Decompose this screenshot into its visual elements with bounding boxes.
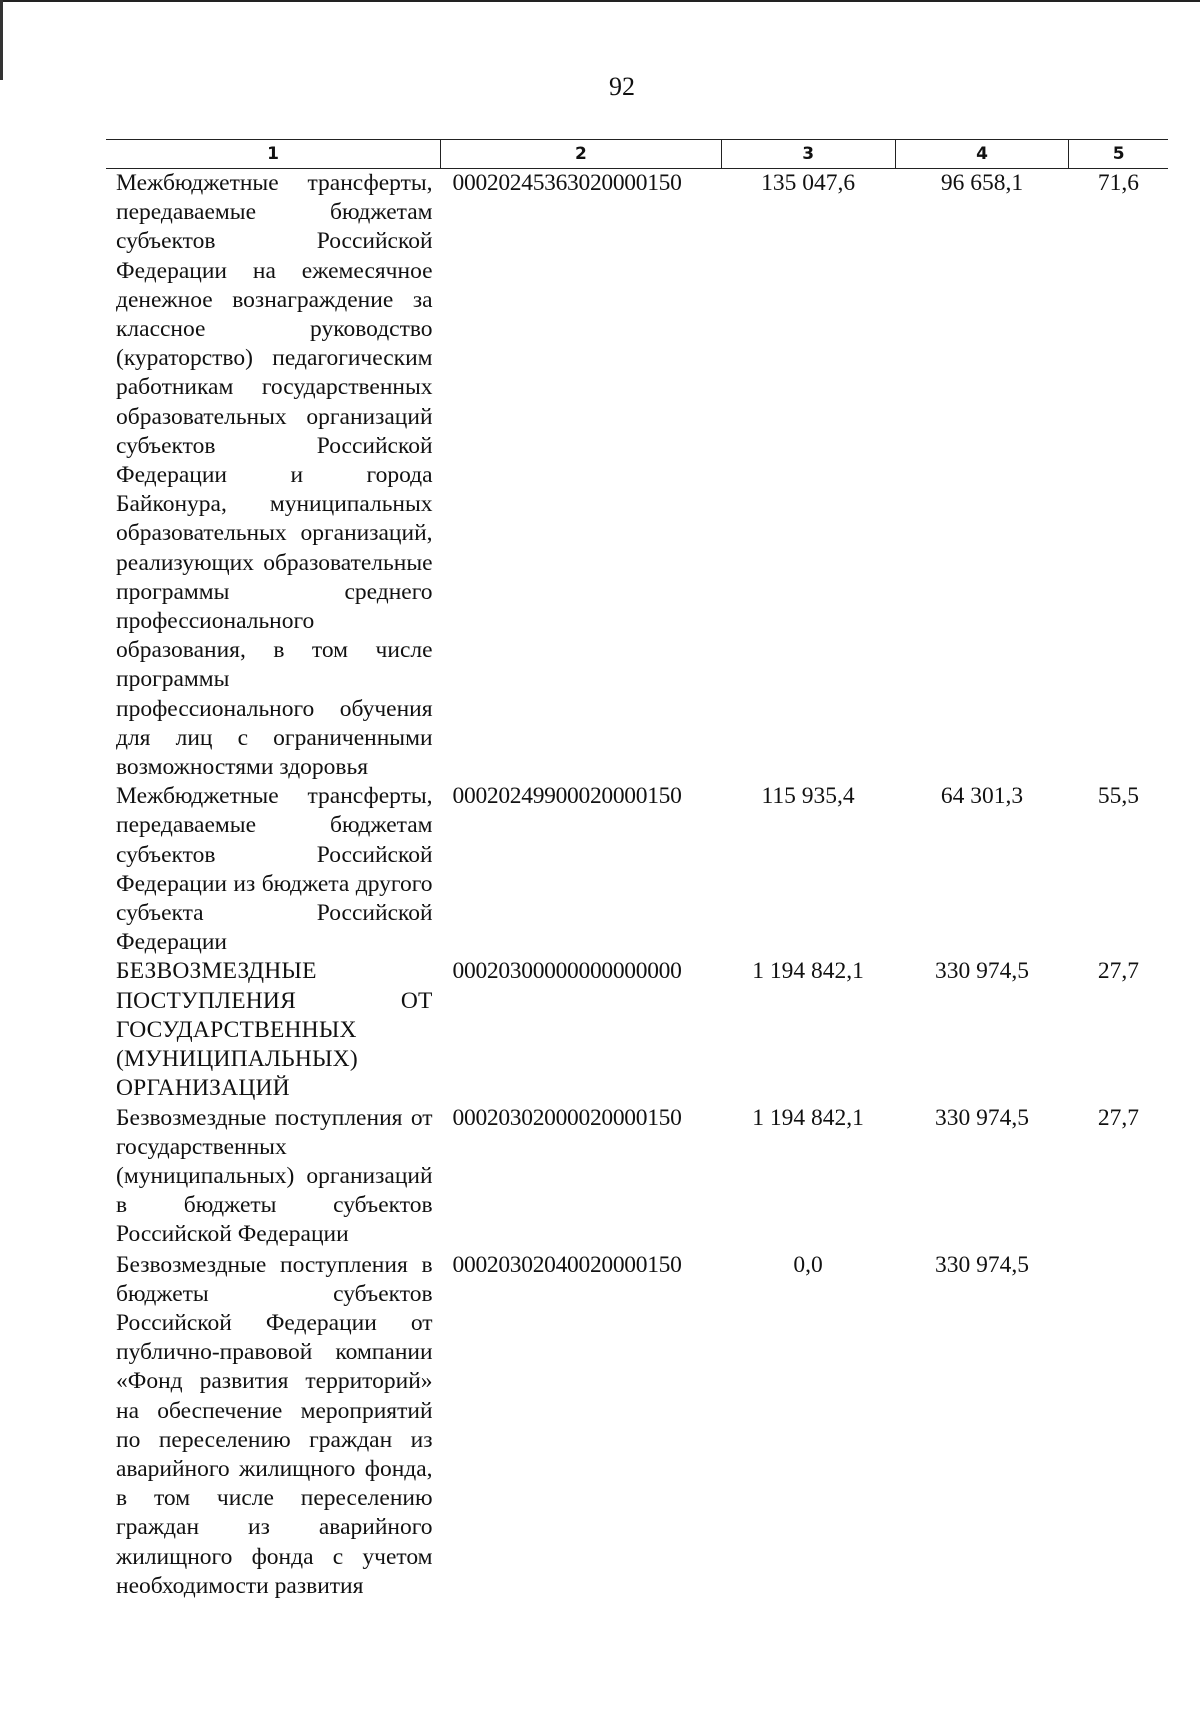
row-name: БЕЗВОЗМЕЗДНЫЕ ПОСТУПЛЕНИЯ ОТ ГОСУДАРСТВЕННЫХ (МУНИЦИПАЛЬНЫХ) ОРГАНИЗАЦИЙ — [116, 958, 433, 1102]
row-actual: 330 974,5 — [934, 1251, 1029, 1278]
row-code: 00020300000000000000 — [452, 958, 682, 985]
page-top-edge — [0, 0, 1200, 2]
header-col-5: 5 — [1069, 140, 1168, 169]
row-percent: 27,7 — [1097, 958, 1140, 985]
row-actual: 64 301,3 — [940, 783, 1024, 810]
row-plan: 135 047,6 — [761, 170, 856, 196]
header-col-1: 1 — [106, 140, 441, 169]
row-code: 00020245363020000150 — [452, 170, 682, 196]
row-name: Безвозмездные поступления от государственных (муниципальных) организаций в бюджеты субъектов Российской Федерации — [116, 1104, 433, 1248]
row-actual: 96 658,1 — [940, 170, 1024, 196]
table-row — [106, 169, 1168, 783]
row-plan: 0,0 — [793, 1251, 823, 1278]
page-number: 92 — [609, 72, 635, 101]
row-plan: 1 194 842,1 — [752, 958, 864, 985]
header-col-2: 2 — [441, 140, 722, 169]
row-percent — [1069, 1251, 1168, 1601]
row-plan: 115 935,4 — [761, 783, 855, 810]
row-name: Безвозмездные поступления в бюджеты субъектов Российской Федерации от публично-правовой компании «Фонд развития территорий» на обеспечение мероприятий по переселению граждан из аварийного жилищного фонда, в том числе переселению граждан из аварийного жилищного фонда с учетом необходимости развития — [116, 1251, 433, 1599]
budget-table — [106, 139, 1168, 1601]
row-code: 00020249900020000150 — [452, 783, 682, 810]
table-row — [106, 782, 1168, 957]
row-percent: 27,7 — [1097, 1104, 1140, 1131]
table-row — [106, 1251, 1168, 1601]
table-header-row — [106, 140, 1168, 169]
row-code: 00020302000020000150 — [452, 1104, 682, 1131]
header-col-4: 4 — [895, 140, 1069, 169]
row-percent: 55,5 — [1097, 783, 1140, 810]
row-percent: 71,6 — [1097, 170, 1140, 196]
row-name: Межбюджетные трансферты, передаваемые бюджетам субъектов Российской Федерации на ежемесячное денежное вознаграждение за классное руководство (кураторство) педагогическим работникам государственных образовательных организаций субъектов Российской Федерации и города Байконура, муниципальных образовательных организаций, реализующих образовательные программы среднего профессионального образования, в том числе программы профессионального обучения для лиц с ограниченными возможностями здоровья — [116, 170, 433, 781]
row-plan: 1 194 842,1 — [752, 1104, 864, 1131]
page-left-edge — [0, 0, 3, 80]
row-actual: 330 974,5 — [934, 958, 1029, 985]
row-actual: 330 974,5 — [934, 1104, 1029, 1131]
header-col-3: 3 — [721, 140, 895, 169]
row-name: Межбюджетные трансферты, передаваемые бюджетам субъектов Российской Федерации из бюджета другого субъекта Российской Федерации — [116, 783, 433, 956]
table-row — [106, 1104, 1168, 1251]
row-code: 00020302040020000150 — [452, 1251, 682, 1278]
table-row — [106, 957, 1168, 1103]
